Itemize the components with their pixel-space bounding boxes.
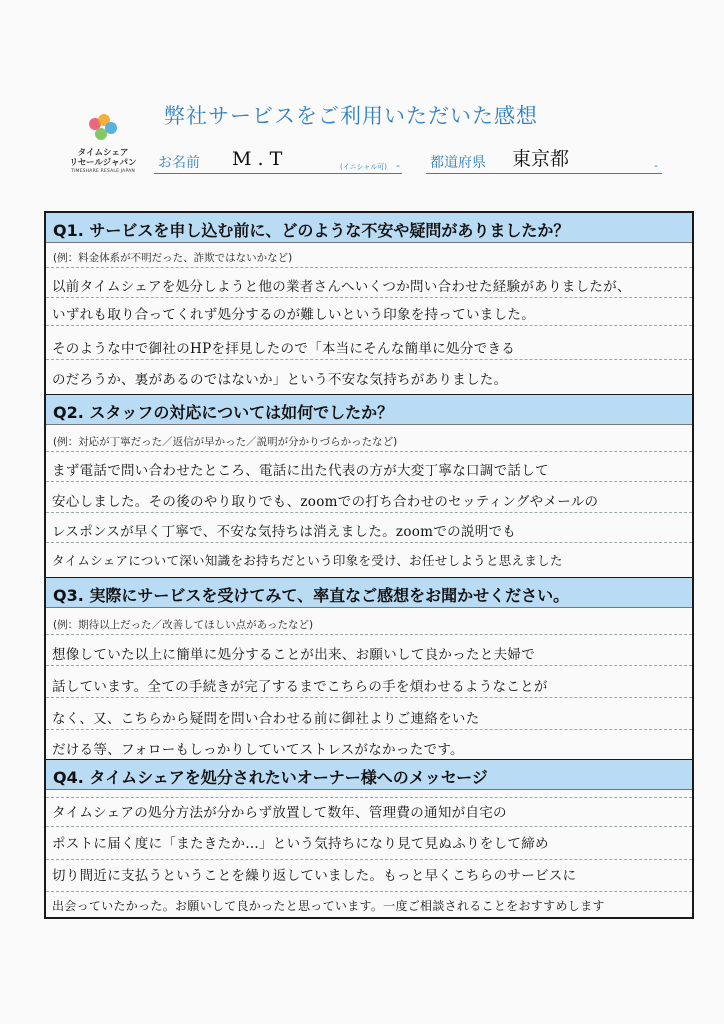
answer-4-line-4: 出会っていたかった。お願いして良かったと思っています。一度ご相談されることをおすすめします [52, 899, 605, 913]
answer-rule [46, 729, 692, 730]
answer-rule [46, 451, 692, 452]
logo-name-kana: タイムシェア [77, 148, 129, 158]
answer-rule [46, 512, 692, 513]
survey-form [44, 211, 694, 919]
answer-2-line-3: レスポンスが早く丁寧で、不安な気持ちは消えました。zoomでの説明でも [52, 524, 517, 540]
question-3-example: (例：期待以上だった／改善してほしい点があったなど) [53, 619, 314, 631]
company-logo [62, 112, 144, 175]
question-1-text: Q1. サービスを申し込む前に、どのような不安や疑問がありましたか？ [53, 221, 570, 240]
name-label: お名前 [158, 155, 200, 171]
question-3-header [46, 578, 692, 608]
answer-3-line-4: だける等、フォローもしっかりしていてストレスがなかったです。 [52, 742, 464, 758]
question-1-example: (例：料金体系が不明だった、詐欺ではないかなど) [53, 252, 293, 264]
answer-1-line-1: 以前タイムシェアを処分しようと他の業者さんへいくつか問い合わせた経験がありましたが、 [52, 279, 631, 295]
question-2-header [46, 395, 692, 425]
question-1-header [46, 213, 692, 243]
answer-4-line-3: 切り間近に支払うということを繰り返していました。もっと早くこちらのサービスに [52, 868, 577, 884]
answer-1-line-4: のだろうか、裏があるのではないか」という不安な気持ちがありました。 [52, 372, 508, 388]
answer-2-line-1: まず電話で問い合わせたところ、電話に出た代表の方が大変丁寧な口調で話して [52, 463, 549, 479]
answer-rule [46, 826, 692, 827]
name-note: (イニシャル可) [340, 163, 388, 171]
answer-rule [46, 267, 692, 268]
logo-name-en: TIMESHARE RESALE JAPAN [71, 169, 135, 174]
answer-1-line-2: いずれも取り合ってくれず処分するのが難しいという印象を持っていました。 [52, 307, 535, 323]
answer-rule [46, 891, 692, 892]
respondent-info-row [154, 148, 664, 174]
answer-rule [46, 859, 692, 860]
answer-rule [46, 665, 692, 666]
question-2-text: Q2. スタッフの対応については如何でしたか？ [53, 403, 394, 422]
answer-rule [46, 797, 692, 798]
answer-3-line-1: 想像していた以上に簡単に処分することが出来、お願いして良かったと夫婦で [52, 647, 535, 663]
prefecture-underline [426, 173, 662, 174]
name-underline [154, 173, 402, 174]
answer-rule [46, 325, 692, 326]
answer-2-line-2: 安心しました。その後のやり取りでも、zoomでの打ち合わせのセッティングやメールの [52, 494, 599, 510]
answer-3-line-2: 話しています。全ての手続きが完了するまでこちらの手を煩わせるようなことが [52, 679, 548, 695]
page-title: 弊社サービスをご利用いただいた感想 [164, 104, 538, 128]
answer-rule [46, 542, 692, 543]
answer-rule [46, 359, 692, 360]
prefecture-dash: - [654, 159, 658, 172]
name-value: M . T [232, 148, 283, 170]
answer-3-line-3: なく、又、こちらから疑問を問い合わせる前に御社よりご連絡をいた [52, 711, 480, 727]
prefecture-label: 都道府県 [430, 155, 486, 171]
logo-name-kana-2: リセールジャパン [69, 158, 137, 168]
answer-rule [46, 481, 692, 482]
logo-mark-icon [86, 112, 120, 146]
answer-rule [46, 697, 692, 698]
question-3-text: Q3. 実際にサービスを受けてみて、率直なご感想をお聞かせください。 [53, 586, 570, 605]
answer-4-line-2: ポストに届く度に「またきたか…」という気持ちになり見て見ぬふりをして締め [52, 836, 549, 852]
name-dash: - [396, 159, 400, 172]
answer-4-line-1: タイムシェアの処分方法が分からず放置して数年、管理費の通知が自宅の [52, 805, 507, 821]
question-4-text: Q4. タイムシェアを処分されたいオーナー様へのメッセージ [53, 768, 488, 787]
answer-2-line-4: タイムシェアについて深い知識をお持ちだという印象を受け、お任せしようと思えました [52, 553, 563, 568]
answer-1-line-3: そのような中で御社のHPを拝見したので「本当にそんな簡単に処分できる [52, 341, 516, 357]
question-2-example: (例：対応が丁寧だった／返信が早かった／説明が分かりづらかったなど) [53, 436, 398, 448]
question-4-header [46, 760, 692, 790]
answer-rule [46, 634, 692, 635]
answer-rule [46, 297, 692, 298]
prefecture-value: 東京都 [512, 148, 570, 170]
